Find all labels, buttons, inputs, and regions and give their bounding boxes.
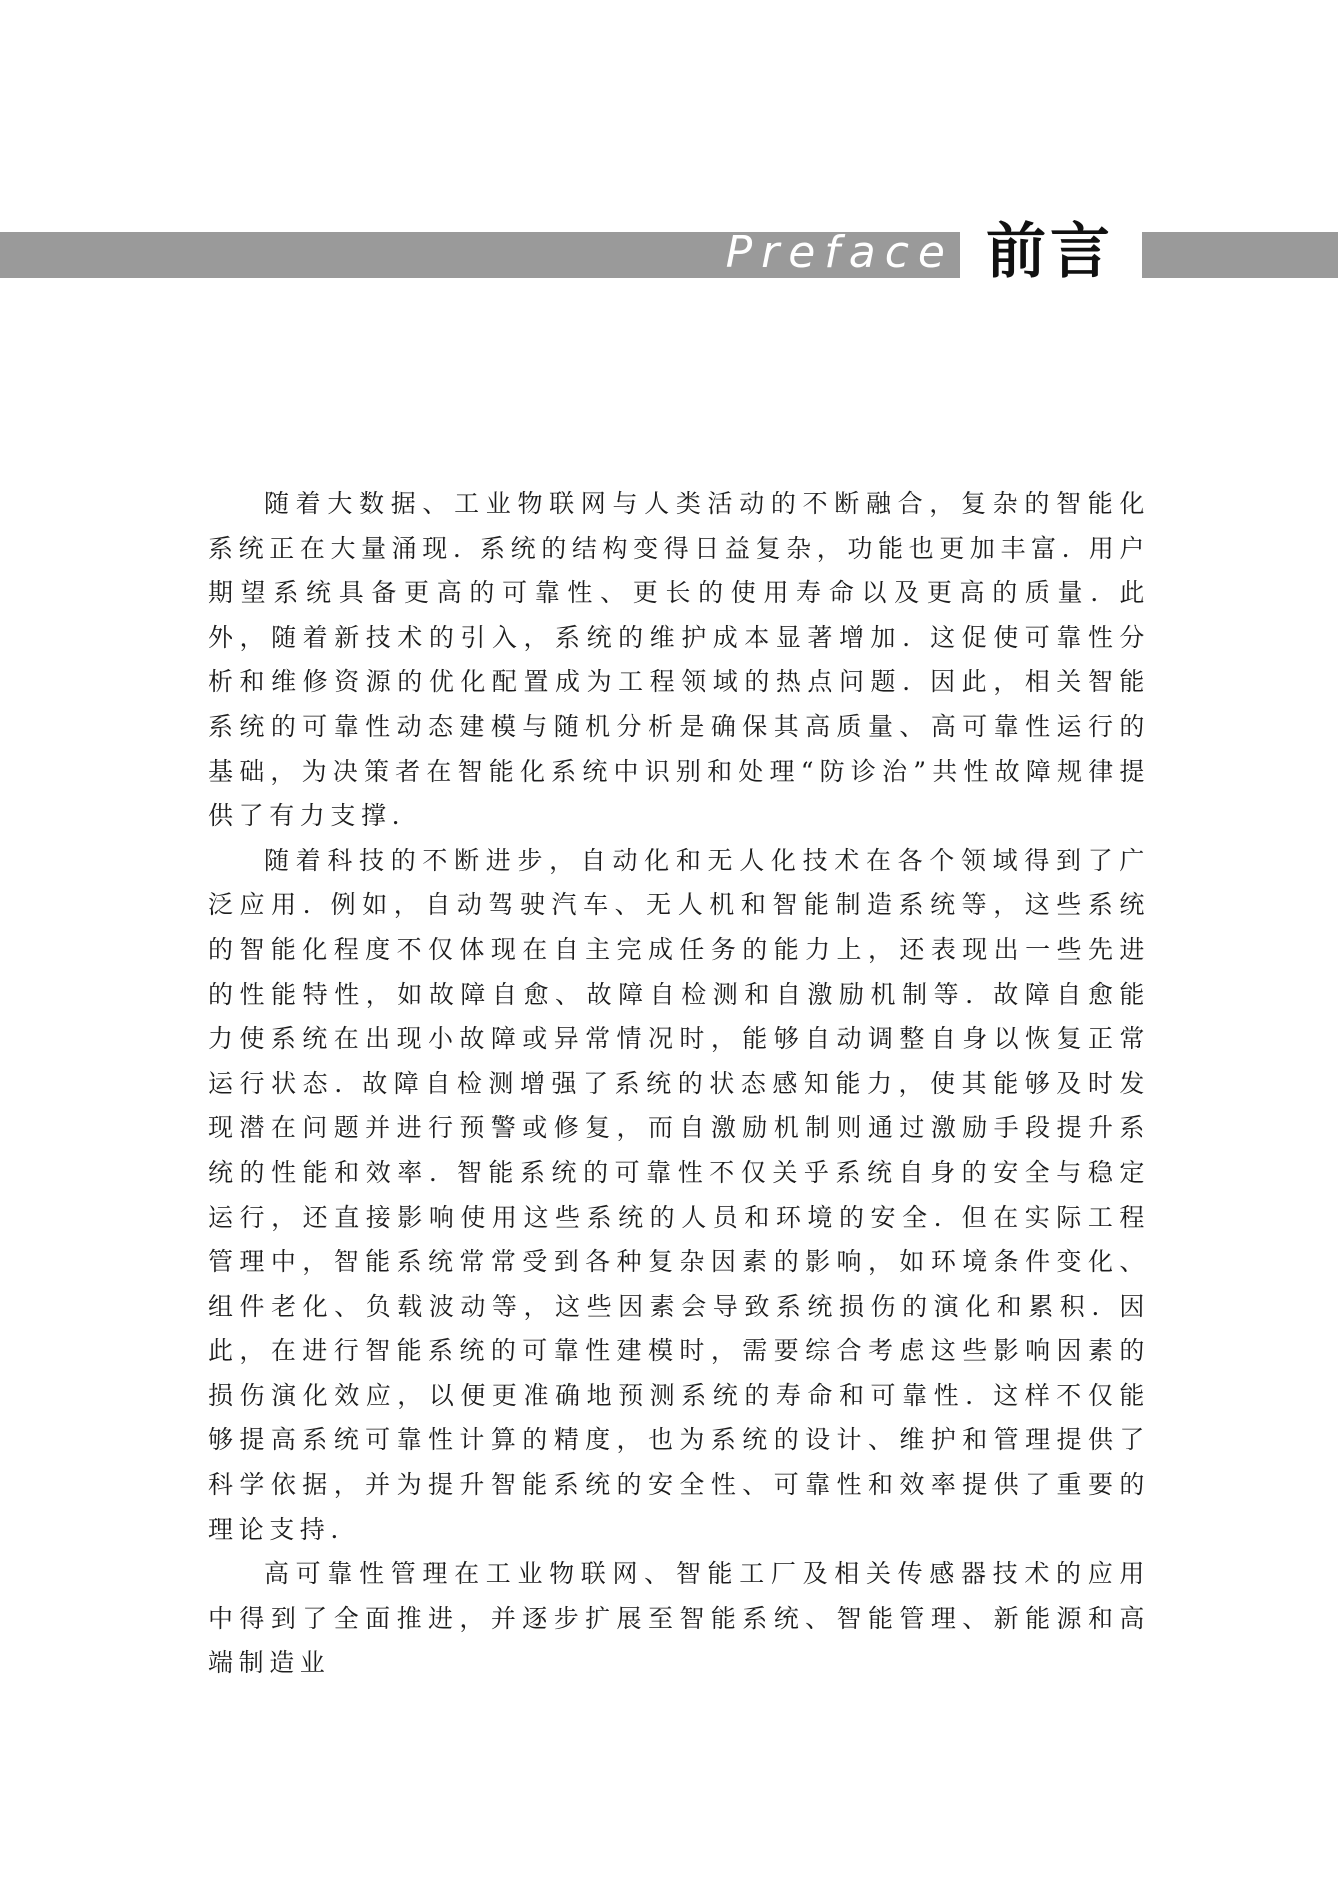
header-band-right-bar xyxy=(1142,232,1338,278)
preface-body xyxy=(208,482,1150,1686)
chapter-header-band xyxy=(0,217,1338,287)
paragraph-3: 高可靠性管理在工业物联网、智能工厂及相关传感器技术的应用中得到了全面推进，并逐步扩展至智能系统、智能管理、新能源和高端制造业 xyxy=(208,1559,1150,1678)
chapter-title-chinese: 前言 xyxy=(986,217,1114,287)
chapter-title-english: Preface xyxy=(725,227,954,278)
paragraph-1: 随着大数据、工业物联网与人类活动的不断融合，复杂的智能化系统正在大量涌现. 系统的结构变得日益复杂，功能也更加丰富. 用户期望系统具备更高的可靠性、更长的使用寿命以及更高的质量. 此外，随着新技术的引入，系统的维护成本显著增加. 这促使可靠性分析和维修资源的优化配置成为工程领域的热点问题. 因此，相关智能系统的可靠性动态建模与随机分析是确保其高质量、高可靠性运行的基础，为决策者在智能化系统中识别和处理“防诊治”共性故障规律提供了有力支撑. xyxy=(208,489,1150,831)
paragraph-2: 随着科技的不断进步，自动化和无人化技术在各个领域得到了广泛应用. 例如，自动驾驶汽车、无人机和智能制造系统等，这些系统的智能化程度不仅体现在自主完成任务的能力上，还表现出一些先进的性能特性，如故障自愈、故障自检测和自激励机制等. 故障自愈能力使系统在出现小故障或异常情况时，能够自动调整自身以恢复正常运行状态. 故障自检测增强了系统的状态感知能力，使其能够及时发现潜在问题并进行预警或修复，而自激励机制则通过激励手段提升系统的性能和效率. 智能系统的可靠性不仅关乎系统自身的安全与稳定运行，还直接影响使用这些系统的人员和环境的安全. 但在实际工程管理中，智能系统常常受到各种复杂因素的影响，如环境条件变化、组件老化、负载波动等，这些因素会导致系统损伤的演化和累积. 因此，在进行智能系统的可靠性建模时，需要综合考虑这些影响因素的损伤演化效应，以便更准确地预测系统的寿命和可靠性. 这样不仅能够提高系统可靠性计算的精度，也为系统的设计、维护和管理提供了科学依据，并为提升智能系统的安全性、可靠性和效率提供了重要的理论支持. xyxy=(208,845,1150,1544)
